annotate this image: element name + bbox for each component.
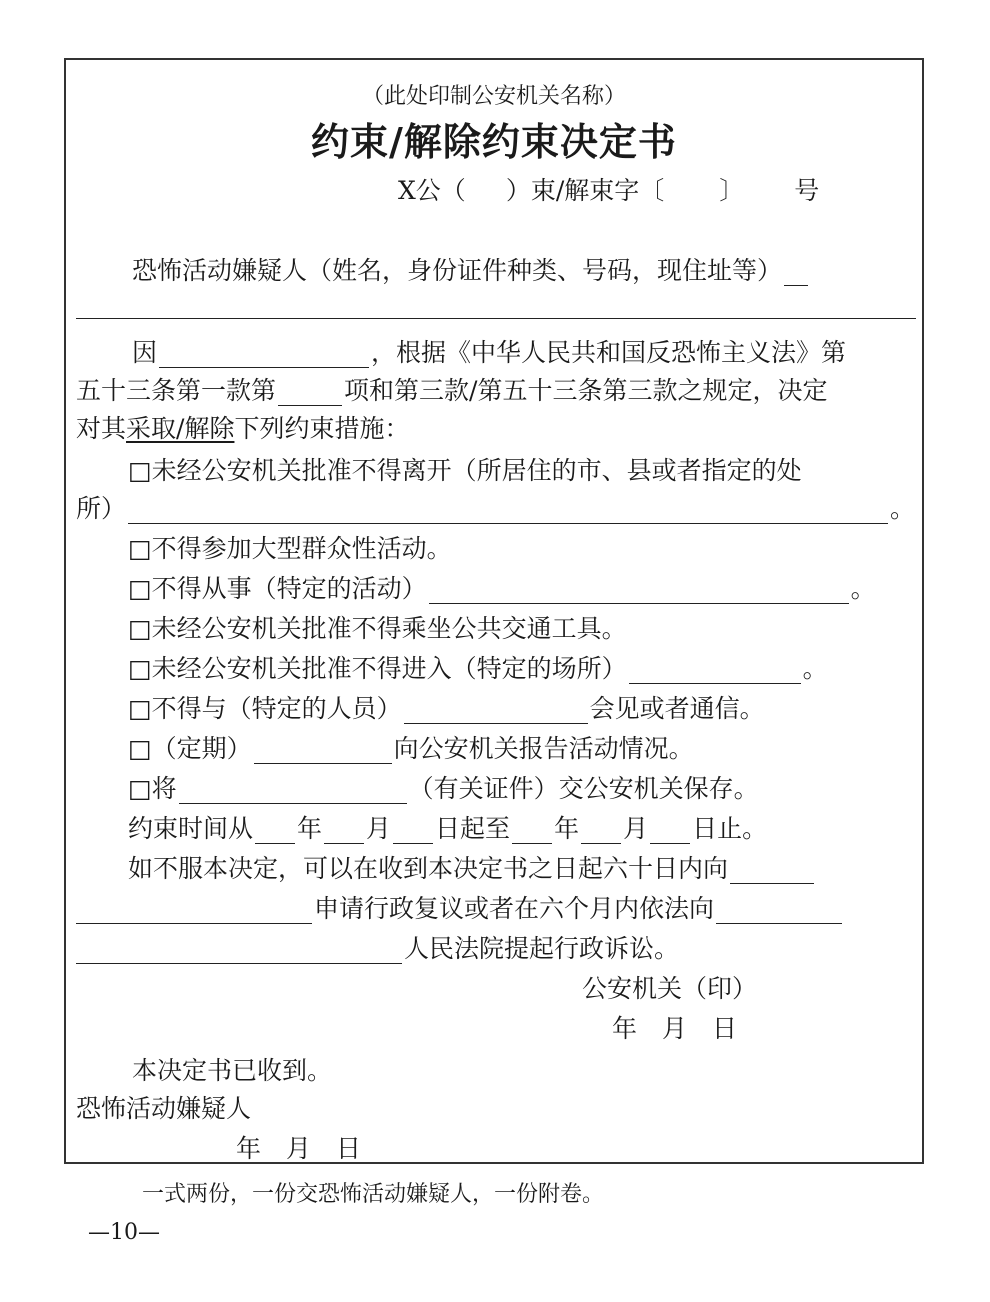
month-label: 月 xyxy=(623,814,649,843)
period-blank[interactable] xyxy=(254,739,392,764)
measure-7[interactable] xyxy=(76,734,916,764)
suspect-blank[interactable] xyxy=(784,261,808,286)
doc-number-prefix: X公（ xyxy=(398,176,466,205)
item-blank[interactable] xyxy=(278,381,342,406)
month-label: 月 xyxy=(366,814,392,843)
measure-5-text: □未经公安机关批准不得进入（特定的场所） xyxy=(128,654,627,683)
measure-6-text: □不得与（特定的人员） xyxy=(128,694,402,723)
review-org-blank-2[interactable] xyxy=(76,899,312,924)
receipt-text: 本决定书已收到。 xyxy=(132,1056,333,1085)
measure-3-text: □不得从事（特定的活动） xyxy=(128,574,427,603)
law-text: ，根据《中华人民共和国反恐怖主义法》第 xyxy=(371,338,847,367)
because-label: 因 xyxy=(132,338,158,367)
measure-4[interactable] xyxy=(76,614,916,644)
measure-1-cont xyxy=(76,494,916,524)
appeal-line-2 xyxy=(76,894,916,924)
end-day-blank[interactable] xyxy=(650,819,690,844)
period: 。 xyxy=(890,494,916,523)
reason-blank[interactable] xyxy=(159,343,369,368)
start-month-blank[interactable] xyxy=(324,819,364,844)
doc-number-mid: ）束/解束字〔 xyxy=(505,176,665,205)
period: 。 xyxy=(850,574,876,603)
basis-line-2 xyxy=(76,376,916,406)
place-blank-2[interactable] xyxy=(629,659,801,684)
basis-line-1 xyxy=(76,338,916,368)
place-blank[interactable] xyxy=(128,499,888,524)
suspect-blank-line[interactable] xyxy=(76,318,916,319)
measure-3[interactable] xyxy=(76,574,916,604)
receipt-suspect: 恐怖活动嫌疑人 xyxy=(76,1094,252,1123)
measure-2-text: □不得参加大型群众性活动。 xyxy=(128,534,452,563)
suspect-line xyxy=(76,256,916,286)
doc-number-suffix: 号 xyxy=(794,176,820,205)
year-label: 年 xyxy=(297,814,323,843)
measure-8[interactable] xyxy=(76,774,916,804)
doc-number-end: 〕 xyxy=(719,176,745,205)
article-text: 项和第三款/第五十三条第三款之规定，决定 xyxy=(344,376,828,405)
suspect-label: 恐怖活动嫌疑人（姓名，身份证件种类、号码，现住址等） xyxy=(132,256,783,285)
duration-label: 约束时间从 xyxy=(128,814,254,843)
duration-line xyxy=(76,814,916,844)
adopt-release-text: 采取/解除 xyxy=(126,414,235,443)
review-org-blank[interactable] xyxy=(730,859,814,884)
measure-7-text: □（定期） xyxy=(128,734,252,763)
doc-number xyxy=(398,176,898,206)
receipt-date: 年 月 日 xyxy=(236,1134,362,1163)
authority-seal: 公安机关（印） xyxy=(582,974,758,1003)
year-label: 年 xyxy=(554,814,580,843)
measure-4-text: □未经公安机关批准不得乘坐公共交通工具。 xyxy=(128,614,627,643)
decision-prefix: 对其 xyxy=(76,414,127,443)
period: 。 xyxy=(802,654,828,683)
end-month-blank[interactable] xyxy=(581,819,621,844)
appeal-text-3: 人民法院提起行政诉讼。 xyxy=(404,934,680,963)
footnote: 一式两份，一份交恐怖活动嫌疑人，一份附卷。 xyxy=(142,1182,605,1207)
page-title: 约束/解除约束决定书 xyxy=(311,119,677,164)
measure-6[interactable] xyxy=(76,694,916,724)
measure-1[interactable] xyxy=(76,456,916,486)
measure-8-text-b: （有关证件）交公安机关保存。 xyxy=(408,774,759,803)
start-day-blank[interactable] xyxy=(393,819,433,844)
measure-6-text-b: 会见或者通信。 xyxy=(589,694,765,723)
end-year-blank[interactable] xyxy=(512,819,552,844)
person-blank[interactable] xyxy=(404,699,588,724)
appeal-text-2: 申请行政复议或者在六个月内依法向 xyxy=(314,894,715,923)
court-blank-2[interactable] xyxy=(76,939,402,964)
measure-8-text: □将 xyxy=(128,774,177,803)
header-note: （此处印制公安机关名称） xyxy=(361,84,626,109)
measure-5[interactable] xyxy=(76,654,916,684)
appeal-line-1 xyxy=(76,854,916,884)
certificate-blank[interactable] xyxy=(179,779,407,804)
authority-date: 年 月 日 xyxy=(612,1014,738,1043)
measure-1-text-cont: 所） xyxy=(76,494,127,523)
appeal-text-1: 如不服本决定，可以在收到本决定书之日起六十日内向 xyxy=(128,854,729,883)
measure-1-text: □未经公安机关批准不得离开（所居住的市、县或者指定的处 xyxy=(128,456,802,485)
measure-7-text-b: 向公安机关报告活动情况。 xyxy=(393,734,694,763)
measure-2[interactable] xyxy=(76,534,916,564)
receipt-line xyxy=(76,1056,916,1086)
start-year-blank[interactable] xyxy=(255,819,295,844)
page-number: —10— xyxy=(88,1220,160,1245)
day-from-label: 日起至 xyxy=(435,814,511,843)
article-label: 五十三条第一款第 xyxy=(76,376,277,405)
decision-suffix: 下列约束措施： xyxy=(234,414,410,443)
day-end-label: 日止。 xyxy=(692,814,768,843)
basis-line-3 xyxy=(76,414,916,444)
appeal-line-3 xyxy=(76,934,916,964)
court-blank[interactable] xyxy=(716,899,842,924)
activity-blank[interactable] xyxy=(429,579,849,604)
